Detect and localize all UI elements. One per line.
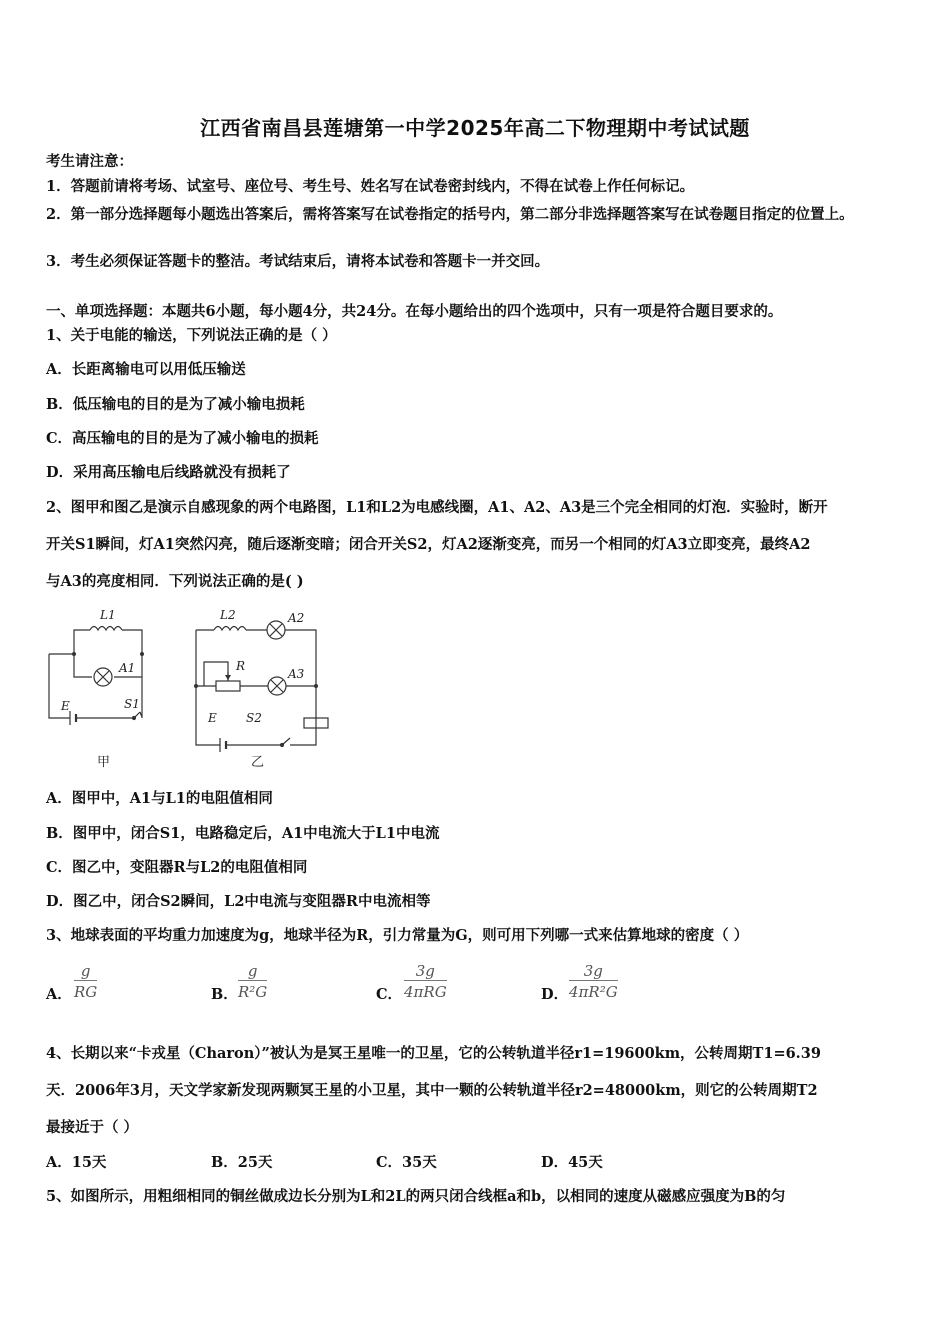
- q3-b-denominator: R²G: [238, 983, 268, 1001]
- q4-option-d: D．45天: [541, 1154, 603, 1171]
- label-e1: E: [61, 699, 70, 713]
- label-r: R: [236, 659, 246, 673]
- q3-b-numerator: g: [238, 962, 267, 981]
- q3-option-c-label: C．: [376, 986, 403, 1003]
- label-s2: S2: [246, 711, 262, 725]
- q4-stem-line1: 4、长期以来“卡戎星（Charon）”被认为是冥王星唯一的卫星，它的公转轨道半径r1=19600km，公转周期T1=6.39: [46, 1045, 821, 1062]
- notice-heading: 考生请注意：: [46, 153, 133, 170]
- page-title: 江西省南昌县莲塘第一中学2025年高二下物理期中考试试题: [200, 116, 750, 140]
- q2-stem-line3: 与A3的亮度相同．下列说法正确的是( ): [46, 573, 304, 590]
- q3-option-b-formula: [238, 962, 267, 1001]
- q3-a-denominator: RG: [74, 983, 98, 1001]
- notice-item-2: 2．第一部分选择题每小题选出答案后，需将答案写在试卷指定的括号内，第二部分非选择题答案写在试卷题目指定的位置上。: [46, 206, 854, 223]
- q2-option-b: B．图甲中，闭合S1，电路稳定后，A1中电流大于L1中电流: [46, 825, 440, 842]
- notice-item-1: 1．答题前请将考场、试室号、座位号、考生号、姓名写在试卷密封线内，不得在试卷上作任何标记。: [46, 178, 695, 195]
- q3-c-denominator: 4πRG: [404, 983, 447, 1001]
- q2-option-c: C．图乙中，变阻器R与L2的电阻值相同: [46, 859, 308, 876]
- label-jia: 甲: [97, 755, 111, 770]
- q3-d-denominator: 4πR²G: [569, 983, 618, 1001]
- q4-option-b: B．25天: [211, 1154, 273, 1171]
- label-e2: E: [208, 711, 217, 725]
- label-yi: 乙: [251, 755, 265, 770]
- q3-d-numerator: 3g: [569, 962, 618, 981]
- q3-option-b-label: B．: [211, 986, 238, 1003]
- q1-option-b: B．低压输电的目的是为了减小输电损耗: [46, 396, 305, 413]
- q3-option-a-formula: [74, 962, 97, 1001]
- label-l1: L1: [100, 608, 116, 622]
- circuit-figure: [46, 600, 336, 772]
- q3-stem: 3、地球表面的平均重力加速度为g，地球半径为R，引力常量为G，则可用下列哪一式来估算地球的密度（ ）: [46, 927, 749, 944]
- q4-option-a: A．15天: [46, 1154, 107, 1171]
- q2-stem-line1: 2、图甲和图乙是演示自感现象的两个电路图，L1和L2为电感线圈，A1、A2、A3是三个完全相同的灯泡．实验时，断开: [46, 499, 828, 516]
- label-l2: L2: [220, 608, 236, 622]
- q3-c-numerator: 3g: [404, 962, 447, 981]
- q2-option-d: D．图乙中，闭合S2瞬间，L2中电流与变阻器R中电流相等: [46, 893, 431, 910]
- q3-a-numerator: g: [74, 962, 97, 981]
- q2-option-a: A．图甲中，A1与L1的电阻值相同: [46, 790, 273, 807]
- q3-option-d-label: D．: [541, 986, 569, 1003]
- q4-option-c: C．35天: [376, 1154, 437, 1171]
- q1-stem: 1、关于电能的输送，下列说法正确的是（ ）: [46, 327, 337, 344]
- label-s1: S1: [124, 697, 140, 711]
- q5-stem-line1: 5、如图所示，用粗细相同的铜丝做成边长分别为L和2L的两只闭合线框a和b，以相同的速度从磁感应强度为B的匀: [46, 1188, 786, 1205]
- label-a1: A1: [119, 661, 136, 675]
- q1-option-c: C．高压输电的目的是为了减小输电的损耗: [46, 430, 319, 447]
- section-heading: 一、单项选择题：本题共6小题，每小题4分，共24分。在每小题给出的四个选项中，只有一项是符合题目要求的。: [46, 303, 783, 320]
- rheostat-r-icon: [216, 681, 240, 691]
- label-a2: A2: [288, 611, 305, 625]
- q1-option-d: D．采用高压输电后线路就没有损耗了: [46, 464, 291, 481]
- label-a3: A3: [288, 667, 305, 681]
- q3-option-d-formula: [569, 962, 618, 1001]
- q3-option-c-formula: [404, 962, 447, 1001]
- notice-item-3: 3．考生必须保证答题卡的整洁。考试结束后，请将本试卷和答题卡一并交回。: [46, 253, 550, 270]
- q4-stem-line3: 最接近于（ ）: [46, 1119, 139, 1136]
- q1-option-a: A．长距离输电可以用低压输送: [46, 361, 246, 378]
- q2-stem-line2: 开关S1瞬间，灯A1突然闪亮，随后逐渐变暗；闭合开关S2，灯A2逐渐变亮，而另一个相同的灯A3立即变亮，最终A2: [46, 536, 811, 553]
- q4-stem-line2: 天．2006年3月，天文学家新发现两颗冥王星的小卫星，其中一颗的公转轨道半径r2=48000km，则它的公转周期T2: [46, 1082, 818, 1099]
- q3-option-a-label: A．: [46, 986, 72, 1003]
